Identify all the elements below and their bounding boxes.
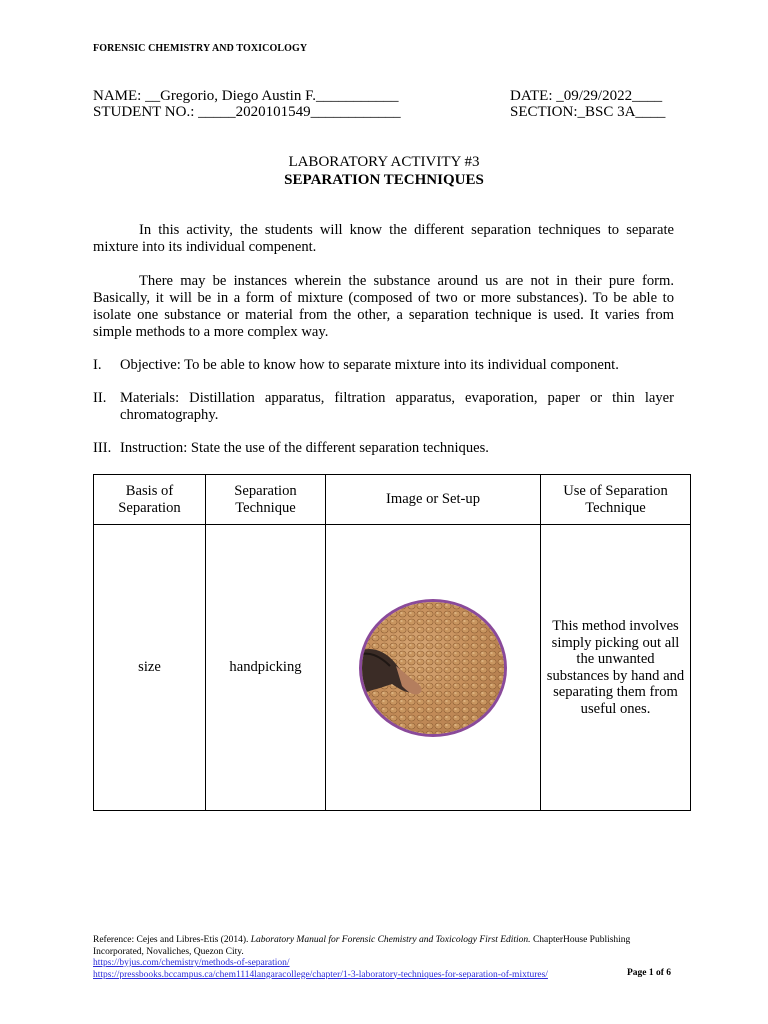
date-field <box>510 88 662 105</box>
context-paragraph <box>93 273 674 341</box>
student-value: _____2020101549____________ <box>198 104 401 120</box>
cell-basis: size <box>94 525 206 811</box>
separation-table <box>93 474 691 811</box>
item-text: Materials: Distillation apparatus, filtration apparatus, evaporation, paper or thin layer chromatography. <box>120 390 674 423</box>
header-use: Use of Separation Technique <box>541 475 691 525</box>
student-number-field <box>93 104 401 121</box>
cell-technique: handpicking <box>206 525 326 811</box>
activity-title: LABORATORY ACTIVITY #3 <box>288 154 480 170</box>
table-row <box>94 525 691 811</box>
name-field <box>93 88 398 105</box>
name-label: NAME: <box>93 88 146 104</box>
section-value: _BSC 3A____ <box>577 104 666 120</box>
section-field <box>510 104 665 121</box>
student-label: STUDENT NO.: <box>93 104 199 120</box>
item-number: II. <box>93 390 107 406</box>
reference-publisher: ChapterHouse Publishing Incorporated, Novaliches, Quezon City. <box>93 935 631 957</box>
date-label: DATE: <box>510 88 557 104</box>
reference-book: Laboratory Manual for Forensic Chemistry and Toxicology First Edition. <box>250 935 531 945</box>
page-number: Page 1 of 6 <box>627 968 672 978</box>
header-technique: Separation Technique <box>206 475 326 525</box>
grains-illustration <box>362 602 504 734</box>
item-text: Objective: To be able to know how to separate mixture into its individual component. <box>120 357 619 373</box>
handpicking-photo <box>362 602 504 734</box>
date-value: _09/29/2022____ <box>556 88 663 104</box>
paragraph-text: In this activity, the students will know the different separation techniques to separate mixture into its individual compenent. <box>93 222 674 255</box>
section-label: SECTION: <box>510 104 578 120</box>
document-header: FORENSIC CHEMISTRY AND TOXICOLOGY <box>93 43 308 54</box>
paragraph-text: There may be instances wherein the substance around us are not in their pure form. Basically, it will be in a form of mixture (composed of two or more substances). To be able to isolate one substance or material from the other, a separation technique is used. It varies from simple methods to a more complex way. <box>93 273 674 340</box>
intro-paragraph <box>93 222 674 256</box>
name-value: __Gregorio, Diego Austin F.___________ <box>145 88 399 104</box>
materials-item <box>93 390 674 424</box>
header-basis: Basis of Separation <box>94 475 206 525</box>
item-number: I. <box>93 357 102 373</box>
reference-link-byjus[interactable]: https://byjus.com/chemistry/methods-of-separation/ <box>93 958 290 968</box>
instruction-item <box>93 440 674 457</box>
cell-use: This method involves simply picking out all the unwanted substances by hand and separating them from useful ones. <box>541 525 691 811</box>
cell-image <box>326 525 541 811</box>
item-number: III. <box>93 440 112 456</box>
reference-prefix: Reference: Cejes and Libres-Etis (2014). <box>93 935 251 945</box>
item-text: Instruction: State the use of the different separation techniques. <box>120 440 489 456</box>
reference-block <box>93 935 653 981</box>
header-image: Image or Set-up <box>326 475 541 525</box>
reference-link-pressbooks[interactable]: https://pressbooks.bccampus.ca/chem1114langaracollege/chapter/1-3-laboratory-techniques-for-separation-of-mixtures/ <box>93 969 548 980</box>
table-header-row <box>94 475 691 525</box>
activity-subtitle: SEPARATION TECHNIQUES <box>284 172 484 188</box>
objective-item <box>93 357 674 374</box>
